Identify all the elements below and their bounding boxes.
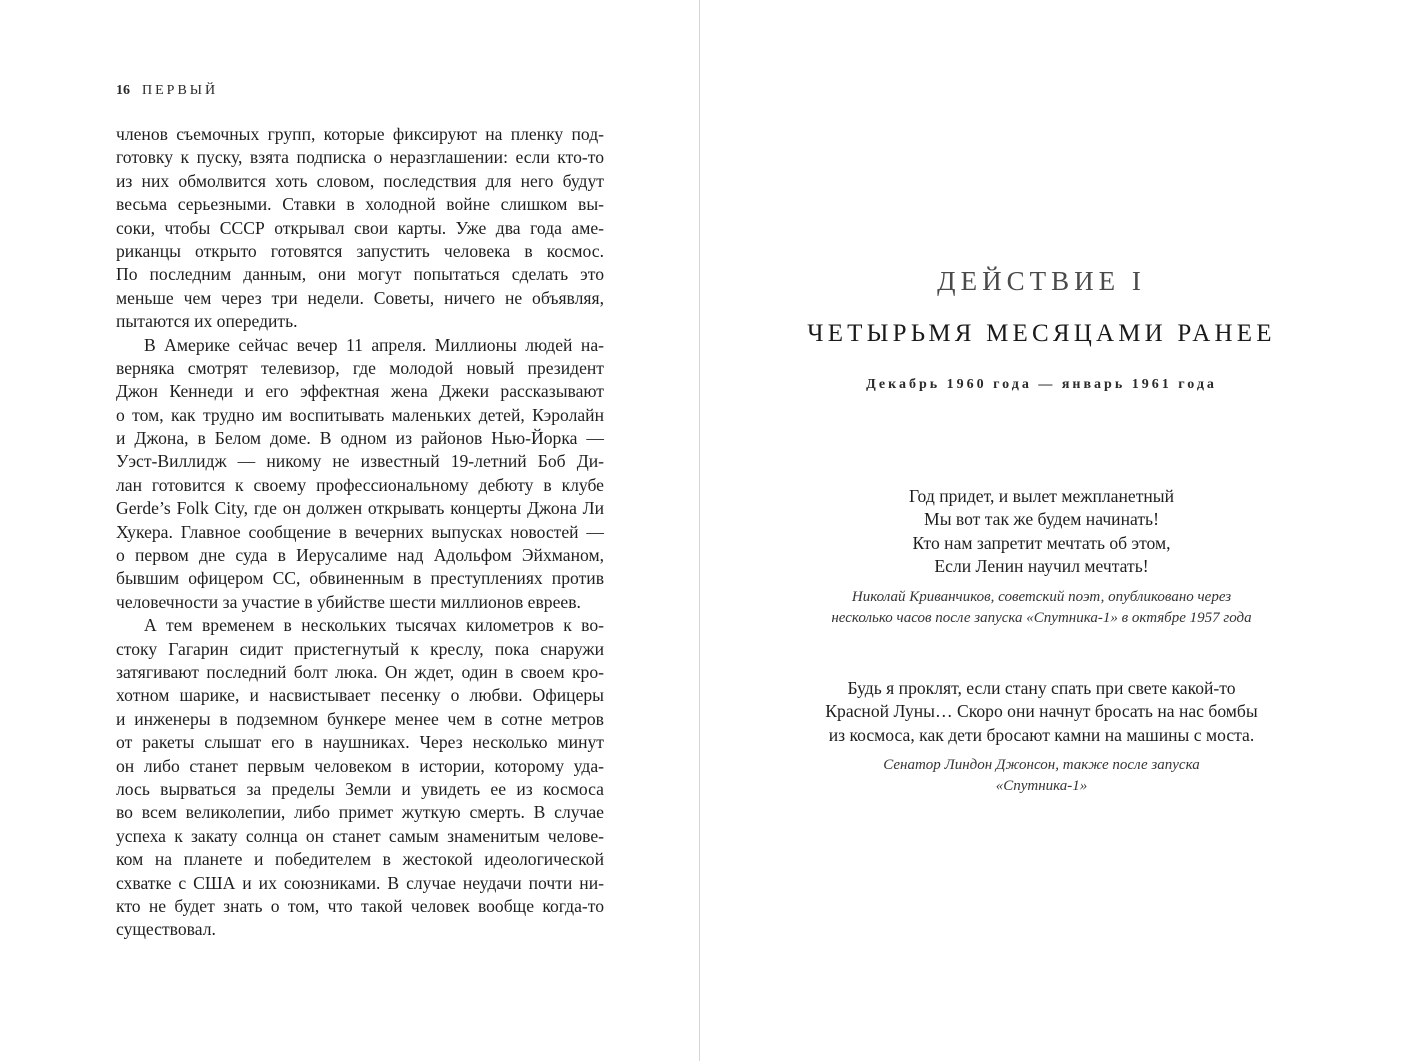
- epigraph-2-line: Будь я проклят, если стану спать при свете какой-то: [847, 678, 1236, 698]
- body-line: Уэст-Виллидж — никому не известный 19-летний Боб Ди-: [116, 451, 604, 472]
- body-line: успеха к закату солнца он станет самым знаменитым челове-: [116, 825, 604, 846]
- body-line: Джон Кеннеди и его эффектная жена Джеки рассказывают: [116, 381, 604, 402]
- body-line: и инженеры в подземном бункере менее чем в сотне метров: [116, 708, 604, 729]
- body-line: и Джона, в Белом доме. В одном из районов Нью-Йорка —: [116, 428, 604, 449]
- body-line: По последним данным, они могут попытаться сделать это: [116, 264, 604, 285]
- epigraph-2-attribution-line: «Спутника-1»: [995, 778, 1088, 795]
- part-title: ЧЕТЫРЬМЯ МЕСЯЦАМИ РАНЕЕ: [807, 320, 1276, 347]
- epigraph-1-attribution-line: несколько часов после запуска «Спутника-1» в октябре 1957 года: [831, 609, 1252, 626]
- body-line: А тем временем в нескольких тысячах километров к во-: [144, 615, 604, 636]
- epigraph-1: [700, 485, 1383, 629]
- page-number: 16: [116, 83, 130, 98]
- epigraph-2-line: Красной Луны… Скоро они начнут бросать на нас бомбы: [825, 701, 1258, 722]
- body-line: схватке с США и их союзниками. В случае неудачи почти ни-: [116, 872, 604, 893]
- body-line: членов съемочных групп, которые фиксируют на пленку под-: [116, 124, 604, 144]
- body-line: бывшим офицером СС, обвиненным в преступлениях против: [116, 568, 604, 589]
- epigraph-2: [700, 677, 1383, 797]
- body-line: В Америке сейчас вечер 11 апреля. Миллионы людей на-: [144, 334, 604, 355]
- epigraph-1-line: Мы вот так же будем начинать!: [924, 509, 1159, 530]
- body-line: Gerde’s Folk City, где он должен открывать концерты Джона Ли: [116, 498, 604, 519]
- body-line: меньше чем через три недели. Советы, ничего не объявляя,: [116, 287, 604, 308]
- body-line: стоку Гагарин сидит пристегнутый к креслу, пока снаружи: [116, 638, 604, 659]
- part-dates: Декабрь 1960 года — январь 1961 года: [866, 377, 1217, 392]
- running-head: [116, 83, 218, 99]
- epigraph-1-attribution-line: Николай Криванчиков, советский поэт, опубликовано через: [851, 588, 1232, 605]
- body-line: лан готовится к своему профессиональному дебюту в клубе: [116, 474, 604, 495]
- body-line: человечности за участие в убийстве шести миллионов евреев.: [116, 591, 581, 612]
- body-line: верняка смотрят телевизор, где молодой новый президент: [116, 357, 604, 378]
- body-line: пытаются их опередить.: [116, 311, 298, 332]
- body-line: от ракеты слышат его в наушниках. Через несколько минут: [116, 732, 604, 753]
- body-line: готовку к пуску, взята подписка о неразглашении: если кто-то: [116, 147, 604, 168]
- running-head-title: ПЕРВЫЙ: [142, 83, 219, 98]
- epigraph-1-line: Кто нам запретит мечтать об этом,: [912, 532, 1171, 553]
- body-line: Хукера. Главное сообщение в вечерних выпусках новостей —: [116, 521, 604, 542]
- epigraph-2-attribution: [700, 755, 1383, 797]
- body-line: лось вырваться за пределы Земли и увидеть ее из космоса: [116, 778, 604, 799]
- body-line: он либо станет первым человеком в истории, которому уда-: [116, 755, 604, 776]
- part-label: ДЕЙСТВИЕ I: [937, 266, 1146, 296]
- right-page: [700, 0, 1406, 1061]
- left-page: [0, 0, 699, 1061]
- epigraph-2-attribution-line: Сенатор Линдон Джонсон, также после запуска: [883, 757, 1200, 774]
- body-line: о первом дне суда в Иерусалиме над Адольфом Эйхманом,: [116, 545, 604, 566]
- body-line: риканцы открыто готовятся запустить человека в космос.: [116, 240, 604, 261]
- epigraph-1-line: Год придет, и вылет межпланетный: [908, 486, 1175, 506]
- body-text: [116, 123, 604, 942]
- body-line: ком на планете и победителем в жестокой идеологической: [116, 849, 604, 870]
- body-line: существовал.: [116, 919, 216, 940]
- body-line: хотном шарике, и насвистывает песенку о любви. Офицеры: [116, 685, 604, 706]
- body-line: соки, чтобы СССР открывал свои карты. Уже два года аме-: [116, 217, 604, 238]
- epigraph-2-line: из космоса, как дети бросают камни на машины с моста.: [828, 724, 1255, 745]
- epigraph-1-line: Если Ленин научил мечтать!: [934, 556, 1149, 577]
- body-line: во всем великолепии, либо примет жуткую смерть. В случае: [116, 802, 604, 823]
- body-line: о том, как трудно им воспитывать маленьких детей, Кэролайн: [116, 404, 604, 425]
- body-line: затягивают последний болт люка. Он ждет, один в своем кро-: [116, 661, 604, 682]
- body-line: весьма серьезными. Ставки в холодной войне слишком вы-: [116, 194, 604, 215]
- body-line: кто не будет знать о том, что такой человек вообще когда-то: [116, 895, 604, 916]
- body-line: из них обмолвится хоть словом, последствия для него будут: [116, 170, 604, 191]
- epigraph-1-attribution: [700, 587, 1383, 629]
